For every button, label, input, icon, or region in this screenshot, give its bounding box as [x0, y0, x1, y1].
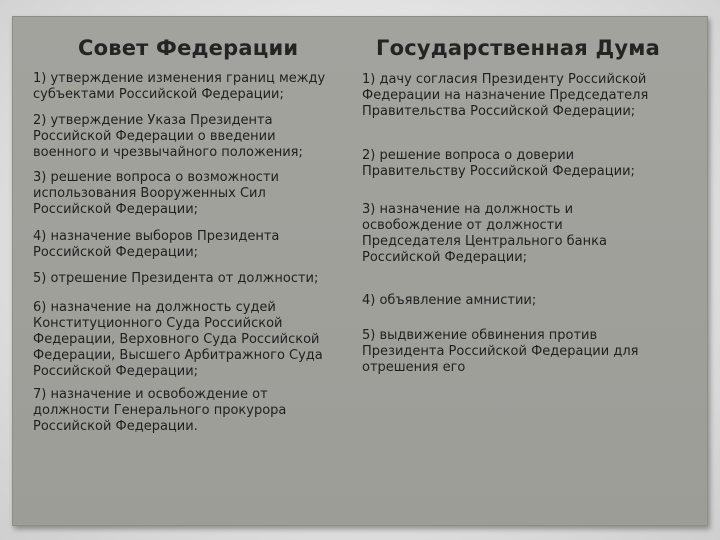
state-duma-title: Государственная Дума — [376, 36, 660, 60]
state-duma-item-2: 2) решение вопроса о доверии Правительству Российской Федерации; — [362, 148, 635, 179]
state-duma-item-1: 1) дачу согласия Президенту Российской Федерации на назначение Председателя Правительства Российской Федерации; — [362, 72, 649, 119]
state-duma-item-5: 5) выдвижение обвинения против Президента Российской Федерации для отрешения его — [362, 328, 639, 375]
federation-council-item-3: 3) решение вопроса о возможности использования Вооруженных Сил Российской Федерации; — [33, 170, 279, 217]
federation-council-title: Совет Федерации — [78, 36, 299, 60]
federation-council-item-6: 6) назначение на должность судей Конституционного Суда Российской Федерации, Верховного Суда Российской Федерации, Высшего Арбитражного Суда Российской Федерации; — [33, 300, 323, 379]
federation-council-item-5: 5) отрешение Президента от должности; — [33, 271, 319, 286]
content-panel — [12, 16, 708, 526]
federation-council-item-7: 7) назначение и освобождение от должности Генерального прокурора Российской Федерации. — [33, 387, 287, 434]
federation-council-item-2: 2) утверждение Указа Президента Российской Федерации о введении военного и чрезвычайного положения; — [33, 113, 303, 160]
federation-council-item-1: 1) утверждение изменения границ между субъектами Российской Федерации; — [33, 71, 326, 102]
state-duma-item-4: 4) объявление амнистии; — [362, 293, 537, 308]
federation-council-item-4: 4) назначение выборов Президента Российской Федерации; — [33, 229, 280, 260]
state-duma-item-3: 3) назначение на должность и освобождение от должности Председателя Центрального банка Российской Федерации; — [362, 202, 607, 265]
